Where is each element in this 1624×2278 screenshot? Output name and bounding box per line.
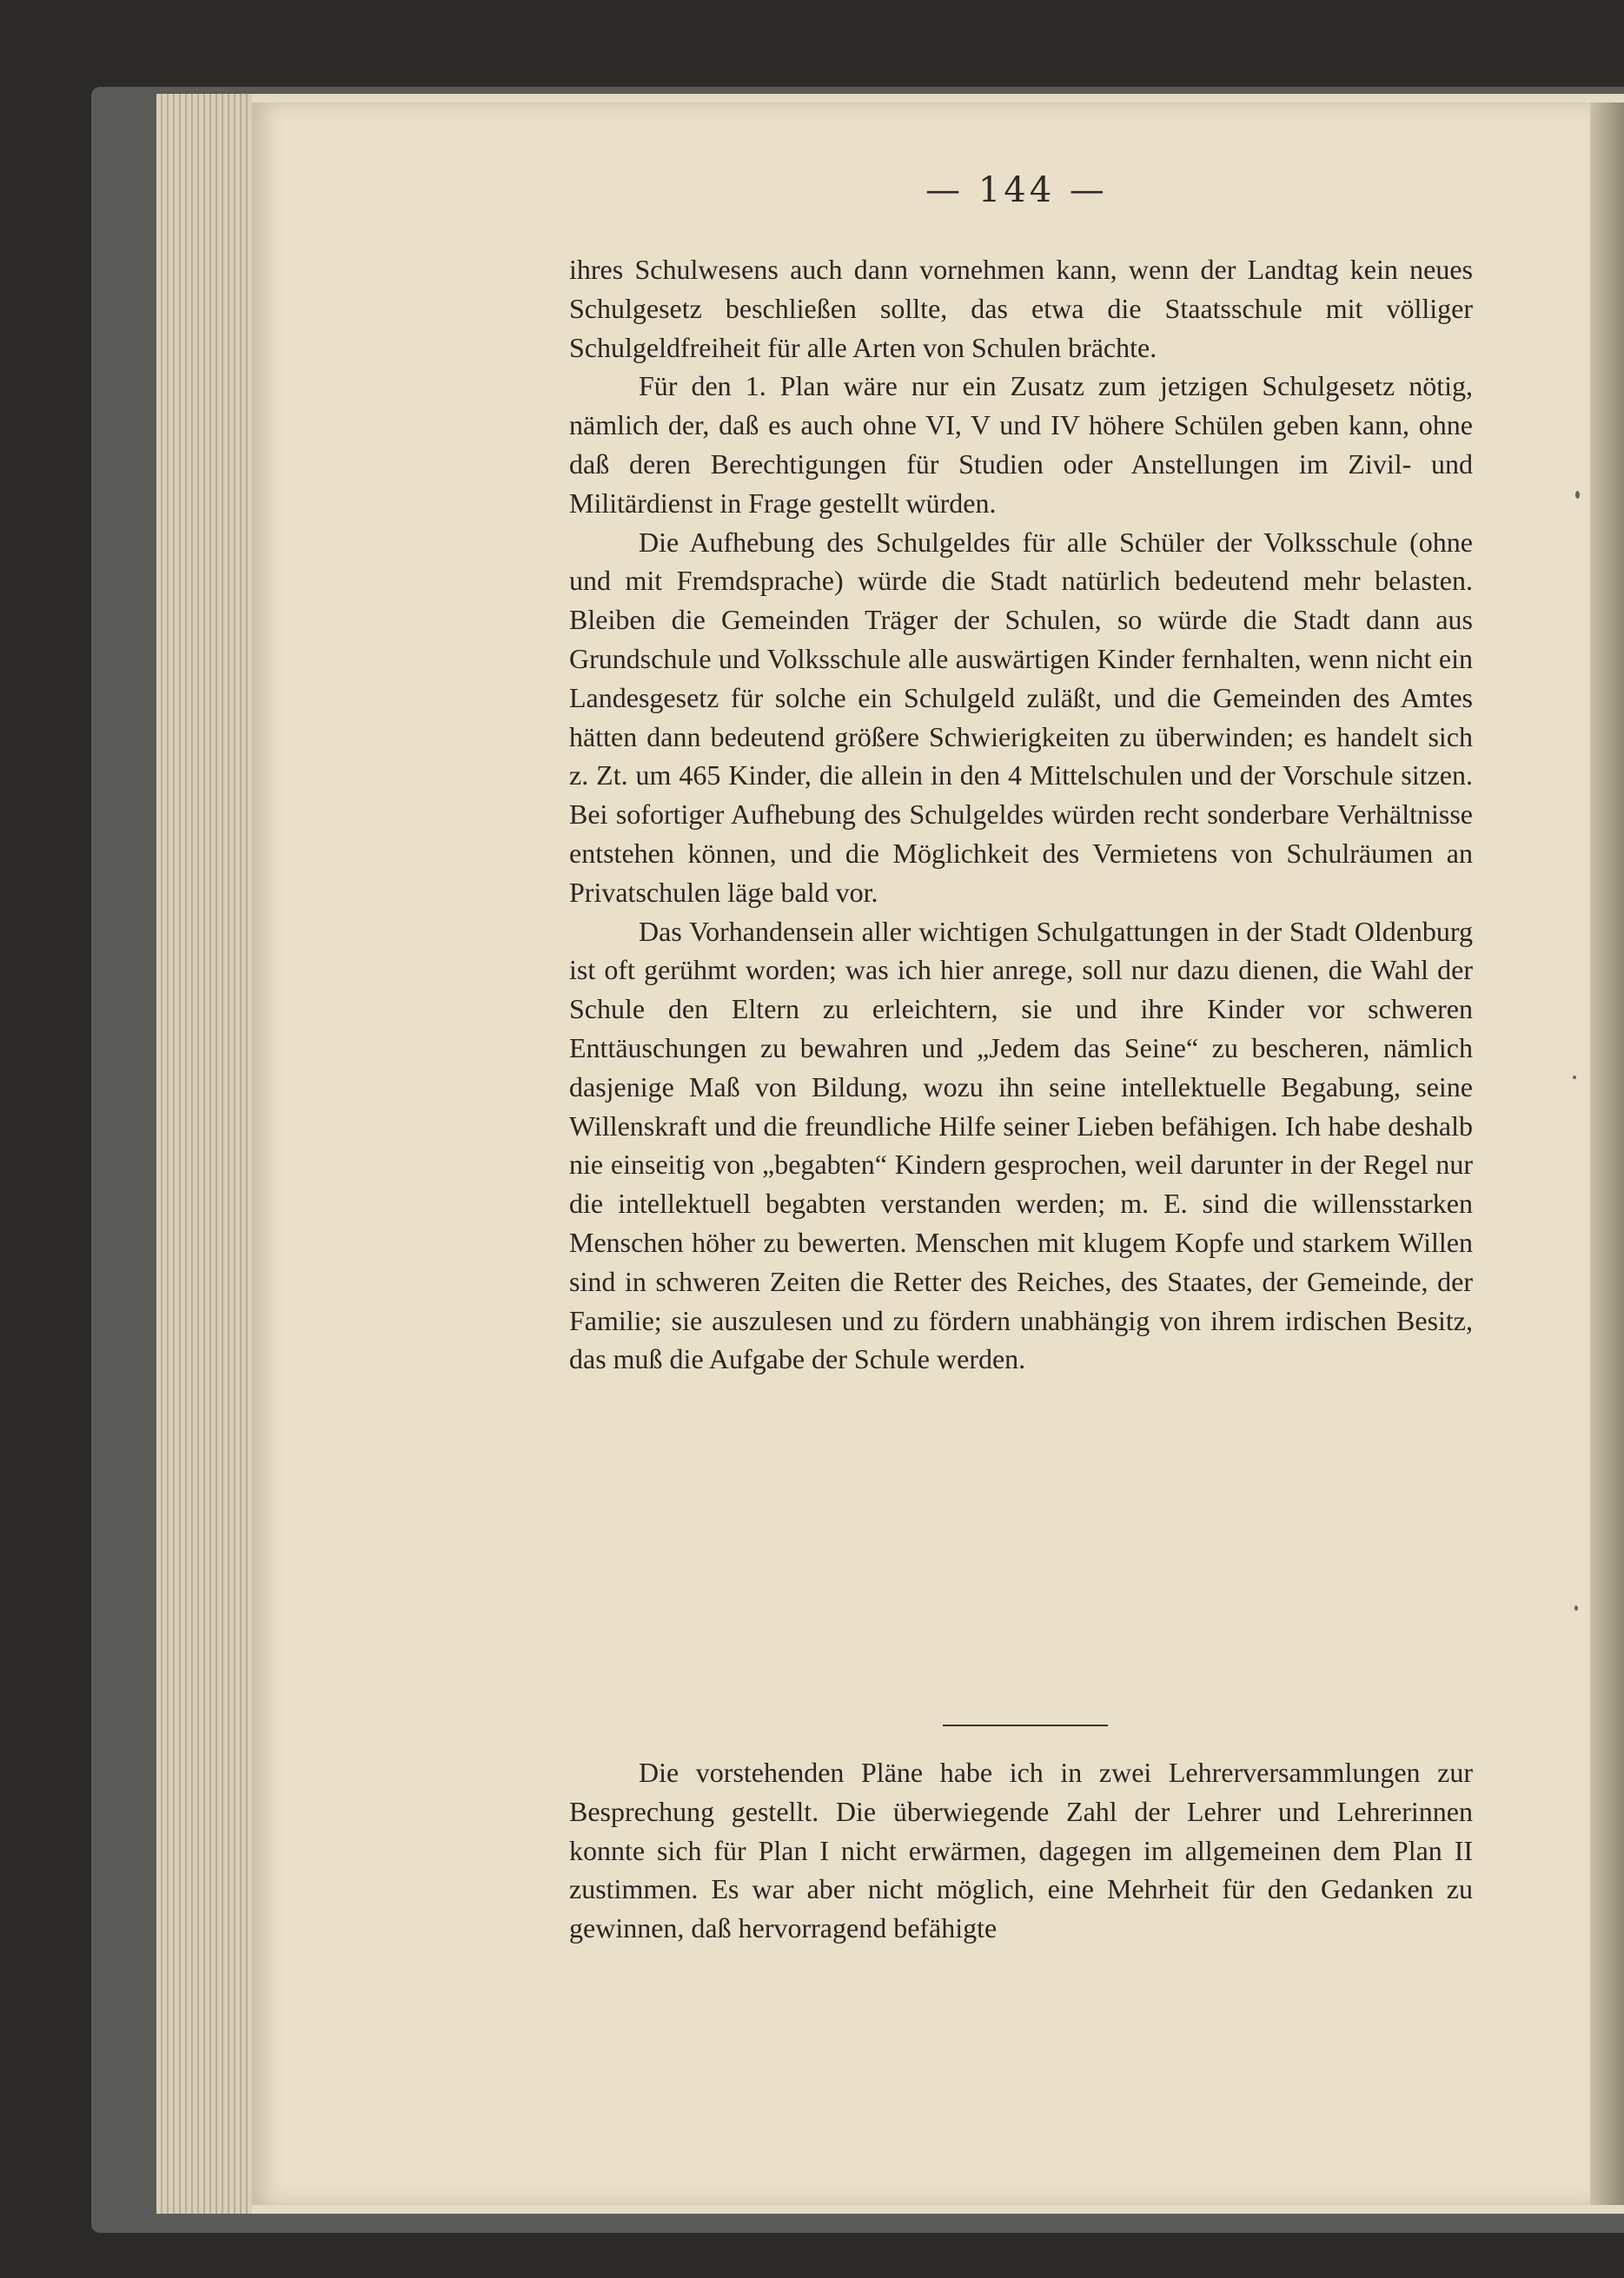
paragraph-continuation: ihres Schulwesens auch dann vornehmen kann, wenn der Landtag kein neues Schulgesetz beschließen sollte, das etwa die Staatsschule mit völliger Schulgeldfreiheit für alle Arten von Schulen brächte. — [569, 254, 1473, 363]
paragraph-plan-1: Für den 1. Plan wäre nur ein Zusatz zum jetzigen Schulgesetz nötig, nämlich der, daß es auch ohne VI, V und IV höhere Schülen geben kann, ohne daß deren Berechtigungen für Studien oder Anstellungen im Zivil- und Militärdienst in Frage gestellt würden. — [569, 370, 1473, 519]
body-text-lower — [569, 1753, 1473, 1948]
book-gutter — [1590, 103, 1624, 2205]
page-edges — [156, 94, 252, 2214]
body-text-upper — [569, 250, 1473, 1379]
page-number: — 144 — — [925, 170, 1108, 210]
paper-speck — [1575, 491, 1580, 499]
paper-speck — [1574, 1606, 1578, 1611]
paragraph-lehrerversammlungen: Die vorstehenden Pläne habe ich in zwei Lehrerversammlungen zur Besprechung gestellt. Die überwiegende Zahl der Lehrer und Lehrerinnen konnte sich für Plan I nicht erwärmen, dagegen im allgemeinen dem Plan II zustimmen. Es war aber nicht möglich, eine Mehrheit für den Gedanken zu gewinnen, daß hervorragend befähigte — [569, 1757, 1473, 1944]
paragraph-schulgattungen: Das Vorhandensein aller wichtigen Schulgattungen in der Stadt Oldenburg ist oft gerühmt worden; was ich hier anrege, soll nur dazu dienen, die Wahl der Schule den Eltern zu erleichtern, sie und ihre Kinder vor schweren Enttäuschungen zu bewahren und „Jedem das Seine“ zu bescheren, nämlich dasjenige Maß von Bildung, wozu ihn seine intellektuelle Begabung, seine Willenskraft und die freundliche Hilfe seiner Lieben befähigen. Ich habe deshalb nie einseitig von „begabten“ Kindern gesprochen, weil darunter in der Regel nur die intellektuell begabten verstanden werden; m. E. sind die willensstarken Menschen höher zu bewerten. Menschen mit klugem Kopfe und starkem Willen sind in schweren Zeiten die Retter des Reiches, des Staates, der Gemeinde, der Familie; sie auszulesen und zu fördern unabhängig von ihrem irdischen Besitz, das muß die Aufgabe der Schule werden. — [569, 915, 1473, 1375]
paragraph-schulgeld: Die Aufhebung des Schulgeldes für alle Schüler der Volksschule (ohne und mit Fremdsprache) würde die Stadt natürlich bedeutend mehr belasten. Bleiben die Gemeinden Träger der Schulen, so würde die Stadt dann aus Grundschule und Volksschule alle auswärtigen Kinder fernhalten, wenn nicht ein Landesgesetz für solche ein Schulgeld zuläßt, und die Gemeinden des Amtes hätten dann bedeutend größere Schwierigkeiten zu überwinden; es handelt sich z. Zt. um 465 Kinder, die allein in den 4 Mittelschulen und der Vorschule sitzen. Bei sofortiger Aufhebung des Schulgeldes würden recht sonderbare Verhältnisse entstehen können, und die Möglichkeit des Vermietens von Schulräumen an Privatschulen läge bald vor. — [569, 526, 1473, 908]
section-divider — [943, 1725, 1108, 1726]
paper-speck — [1573, 1076, 1576, 1079]
